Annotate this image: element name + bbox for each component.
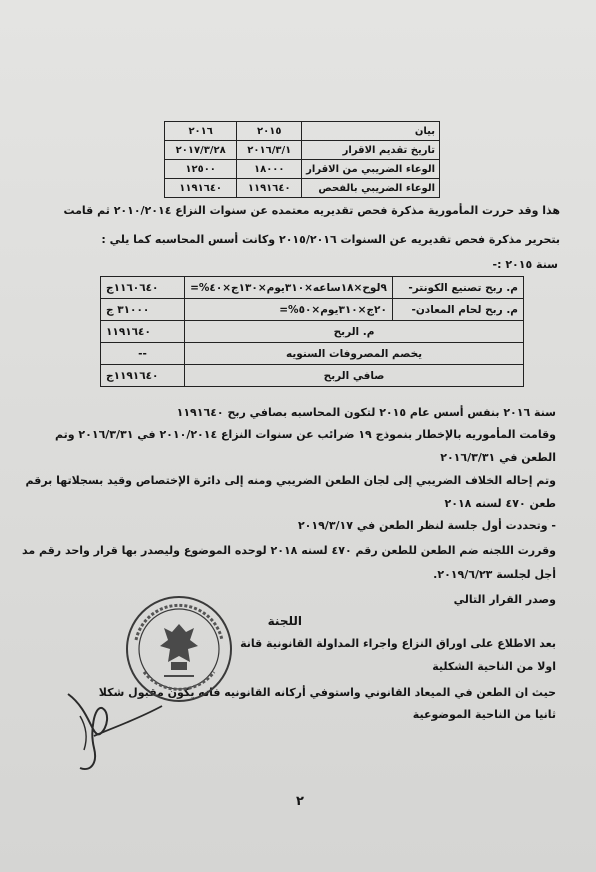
table-cell: ١١٩١٦٤٠ [165, 179, 237, 198]
deduct-value: -- [101, 343, 185, 365]
paragraph-line: بتحرير مذكرة فحص تقديريه عن السنوات ٢٠١٥/٢٠١٦ وكانت أسس المحاسبه كما يلي : [101, 233, 560, 246]
body-line: الطعن في ٢٠١٦/٣/٣١ [440, 451, 556, 464]
table-row [101, 321, 524, 343]
row-label: م. ربح لحام المعادن- [392, 299, 523, 321]
row-value: ١١٦٠٦٤٠ج [101, 277, 185, 299]
profit-calculation-table [100, 276, 524, 387]
profit-label: م. الربح [185, 321, 524, 343]
body-line: - وتحددت أول جلسة لنظر الطعن في ٢٠١٩/٣/١٧ [297, 519, 556, 532]
handwritten-signature [50, 676, 170, 776]
table-cell: ٢٠١٦/٣/١ [237, 141, 302, 160]
table-row [165, 160, 440, 179]
row-formula: ٩لوح×١٨ساعه×٣١٠يوم×١٣٠ج×٤٠%= [185, 277, 393, 299]
table-row [165, 141, 440, 160]
row-formula: ٢٠ج×٣١٠يوم×٥٠%= [185, 299, 393, 321]
row-label: م. ربح تصنيع الكونتر- [392, 277, 523, 299]
table-cell: تاريخ تقديم الاقرار [302, 141, 440, 160]
body-line: وتم إحاله الخلاف الضريبي إلى لجان الطعن الضريبي ومنه إلى دائرة الإختصاص وقيد بسجلاتها برقم [25, 474, 556, 487]
section-label: سنة ٢٠١٥ :- [492, 258, 558, 271]
table-row [101, 365, 524, 387]
table-cell: ١٢٥٠٠ [165, 160, 237, 179]
row-value: ٣١٠٠٠ ج [101, 299, 185, 321]
net-profit-value: ١١٩١٦٤٠ج [101, 365, 185, 387]
table-row [101, 343, 524, 365]
header-cell: بيان [302, 122, 440, 141]
committee-heading: اللجنة [267, 614, 302, 628]
table-cell: الوعاء الضريبي بالفحص [302, 179, 440, 198]
table-row [101, 277, 524, 299]
body-line: وقامت المأموريه بالإخطار بنموذج ١٩ ضرائب عن سنوات النزاع ٢٠١٠/٢٠١٤ في ٢٠١٦/٣/٣١ وتم [54, 428, 556, 441]
table-cell: ١٨٠٠٠ [237, 160, 302, 179]
body-line: وقررت اللجنه ضم الطعن للطعن رقم ٤٧٠ لسنه ٢٠١٨ لوحده الموضوع وليصدر بها قرار واحد رقم مد [21, 544, 556, 557]
body-line: اولا من الناحية الشكلية [432, 660, 556, 673]
tax-base-table [164, 121, 440, 198]
body-line: ثانيا من الناحية الموضوعية [412, 708, 556, 721]
body-line: بعد الاطلاع على اوراق النزاع واجراء المداولة القانونية قانة [240, 637, 556, 650]
header-cell: ٢٠١٥ [237, 122, 302, 141]
body-line: أجل لجلسة ٢٠١٩/٦/٢٣. [433, 568, 556, 581]
body-line: طعن ٤٧٠ لسنه ٢٠١٨ [444, 497, 556, 510]
table-row [165, 179, 440, 198]
table-cell: الوعاء الضريبي من الاقرار [302, 160, 440, 179]
body-line: وصدر القرار التالي [453, 593, 556, 606]
deduct-label: يخصم المصروفات السنويه [185, 343, 524, 365]
net-profit-label: صافي الربح [185, 365, 524, 387]
header-cell: ٢٠١٦ [165, 122, 237, 141]
table-cell: ١١٩١٦٤٠ [237, 179, 302, 198]
body-line: حيث ان الطعن في الميعاد القانوني واستوفي أركانه القانونيه فانه يكون مقبول شكلا [98, 686, 556, 699]
table-row [101, 299, 524, 321]
page-number: ٢ [296, 794, 304, 809]
table-header-row [165, 122, 440, 141]
body-line: سنة ٢٠١٦ بنفس أسس عام ٢٠١٥ لتكون المحاسبه بصافي ربح ١١٩١٦٤٠ [176, 406, 556, 419]
paragraph-line: هذا وقد حررت المأمورية مذكرة فحص تقديريه معتمده عن سنوات النزاع ٢٠١٠/٢٠١٤ ثم قامت [63, 204, 560, 217]
profit-value: ١١٩١٦٤٠ [101, 321, 185, 343]
table-cell: ٢٠١٧/٣/٢٨ [165, 141, 237, 160]
